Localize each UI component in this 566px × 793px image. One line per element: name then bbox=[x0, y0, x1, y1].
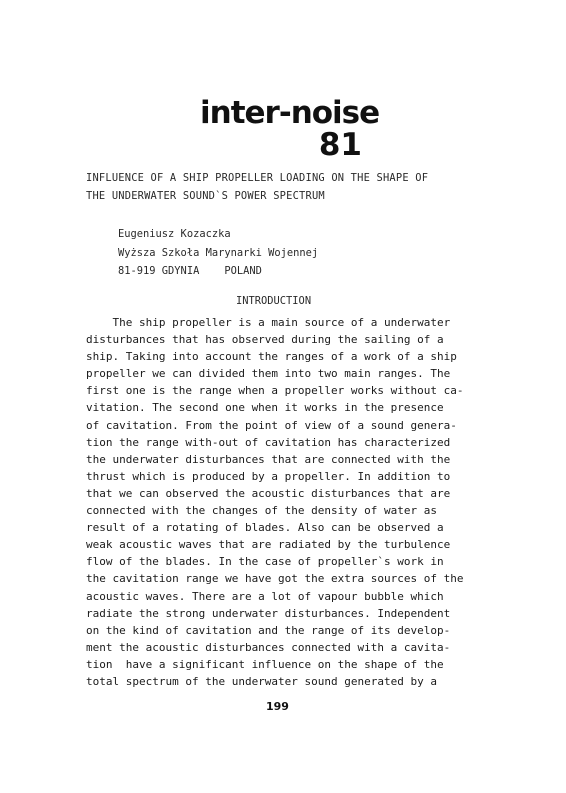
author-affiliation: Wyższa Szkoła Marynarki Wojennej bbox=[118, 247, 319, 259]
logo-text: inter-noise bbox=[200, 95, 380, 131]
body-line: tion the range with-out of cavitation has characterized bbox=[86, 435, 451, 449]
body-line: flow of the blades. In the case of propeller`s work in bbox=[86, 555, 444, 569]
page-number: 199 bbox=[266, 700, 289, 713]
body-line: vitation. The second one when it works in the presence bbox=[86, 401, 444, 415]
body-line: radiate the strong underwater disturbances. Independent bbox=[86, 606, 451, 620]
author-name: Eugeniusz Kozaczka bbox=[118, 228, 231, 240]
body-line: tion have a significant influence on the shape of the bbox=[86, 657, 444, 671]
body-paragraph bbox=[86, 314, 486, 690]
paper-title-line-1: INFLUENCE OF A SHIP PROPELLER LOADING ON THE SHAPE OF bbox=[86, 172, 429, 184]
body-line: ship. Taking into account the ranges of a work of a ship bbox=[86, 350, 457, 364]
logo-year: 81 bbox=[318, 127, 362, 163]
body-line: total spectrum of the underwater sound generated by a bbox=[86, 674, 437, 688]
author-address: 81-919 GDYNIA POLAND bbox=[118, 265, 262, 277]
body-line: weak acoustic waves that are radiated by the turbulence bbox=[86, 538, 451, 552]
section-heading: INTRODUCTION bbox=[236, 295, 312, 307]
body-line: of cavitation. From the point of view of a sound genera- bbox=[86, 418, 457, 432]
body-line: connected with the changes of the density of water as bbox=[86, 504, 437, 518]
body-line: propeller we can divided them into two main ranges. The bbox=[86, 367, 451, 381]
body-line: ment the acoustic disturbances connected with a cavita- bbox=[86, 640, 451, 654]
body-line: on the kind of cavitation and the range of its develop- bbox=[86, 623, 451, 637]
paper-title-line-2: THE UNDERWATER SOUND`S POWER SPECTRUM bbox=[86, 190, 325, 202]
body-line: thrust which is produced by a propeller. In addition to bbox=[86, 469, 451, 483]
body-line: The ship propeller is a main source of a underwater bbox=[86, 316, 451, 329]
body-line: acoustic waves. There are a lot of vapour bubble which bbox=[86, 589, 444, 603]
body-line: first one is the range when a propeller works without ca- bbox=[86, 384, 464, 398]
body-line: the underwater disturbances that are connected with the bbox=[86, 452, 451, 466]
body-line: the cavitation range we have got the extra sources of the bbox=[86, 572, 464, 586]
body-line: result of a rotating of blades. Also can be observed a bbox=[86, 521, 444, 535]
body-line: disturbances that has observed during the sailing of a bbox=[86, 333, 444, 347]
body-line: that we can observed the acoustic disturbances that are bbox=[86, 486, 451, 500]
conference-logo bbox=[200, 95, 380, 163]
